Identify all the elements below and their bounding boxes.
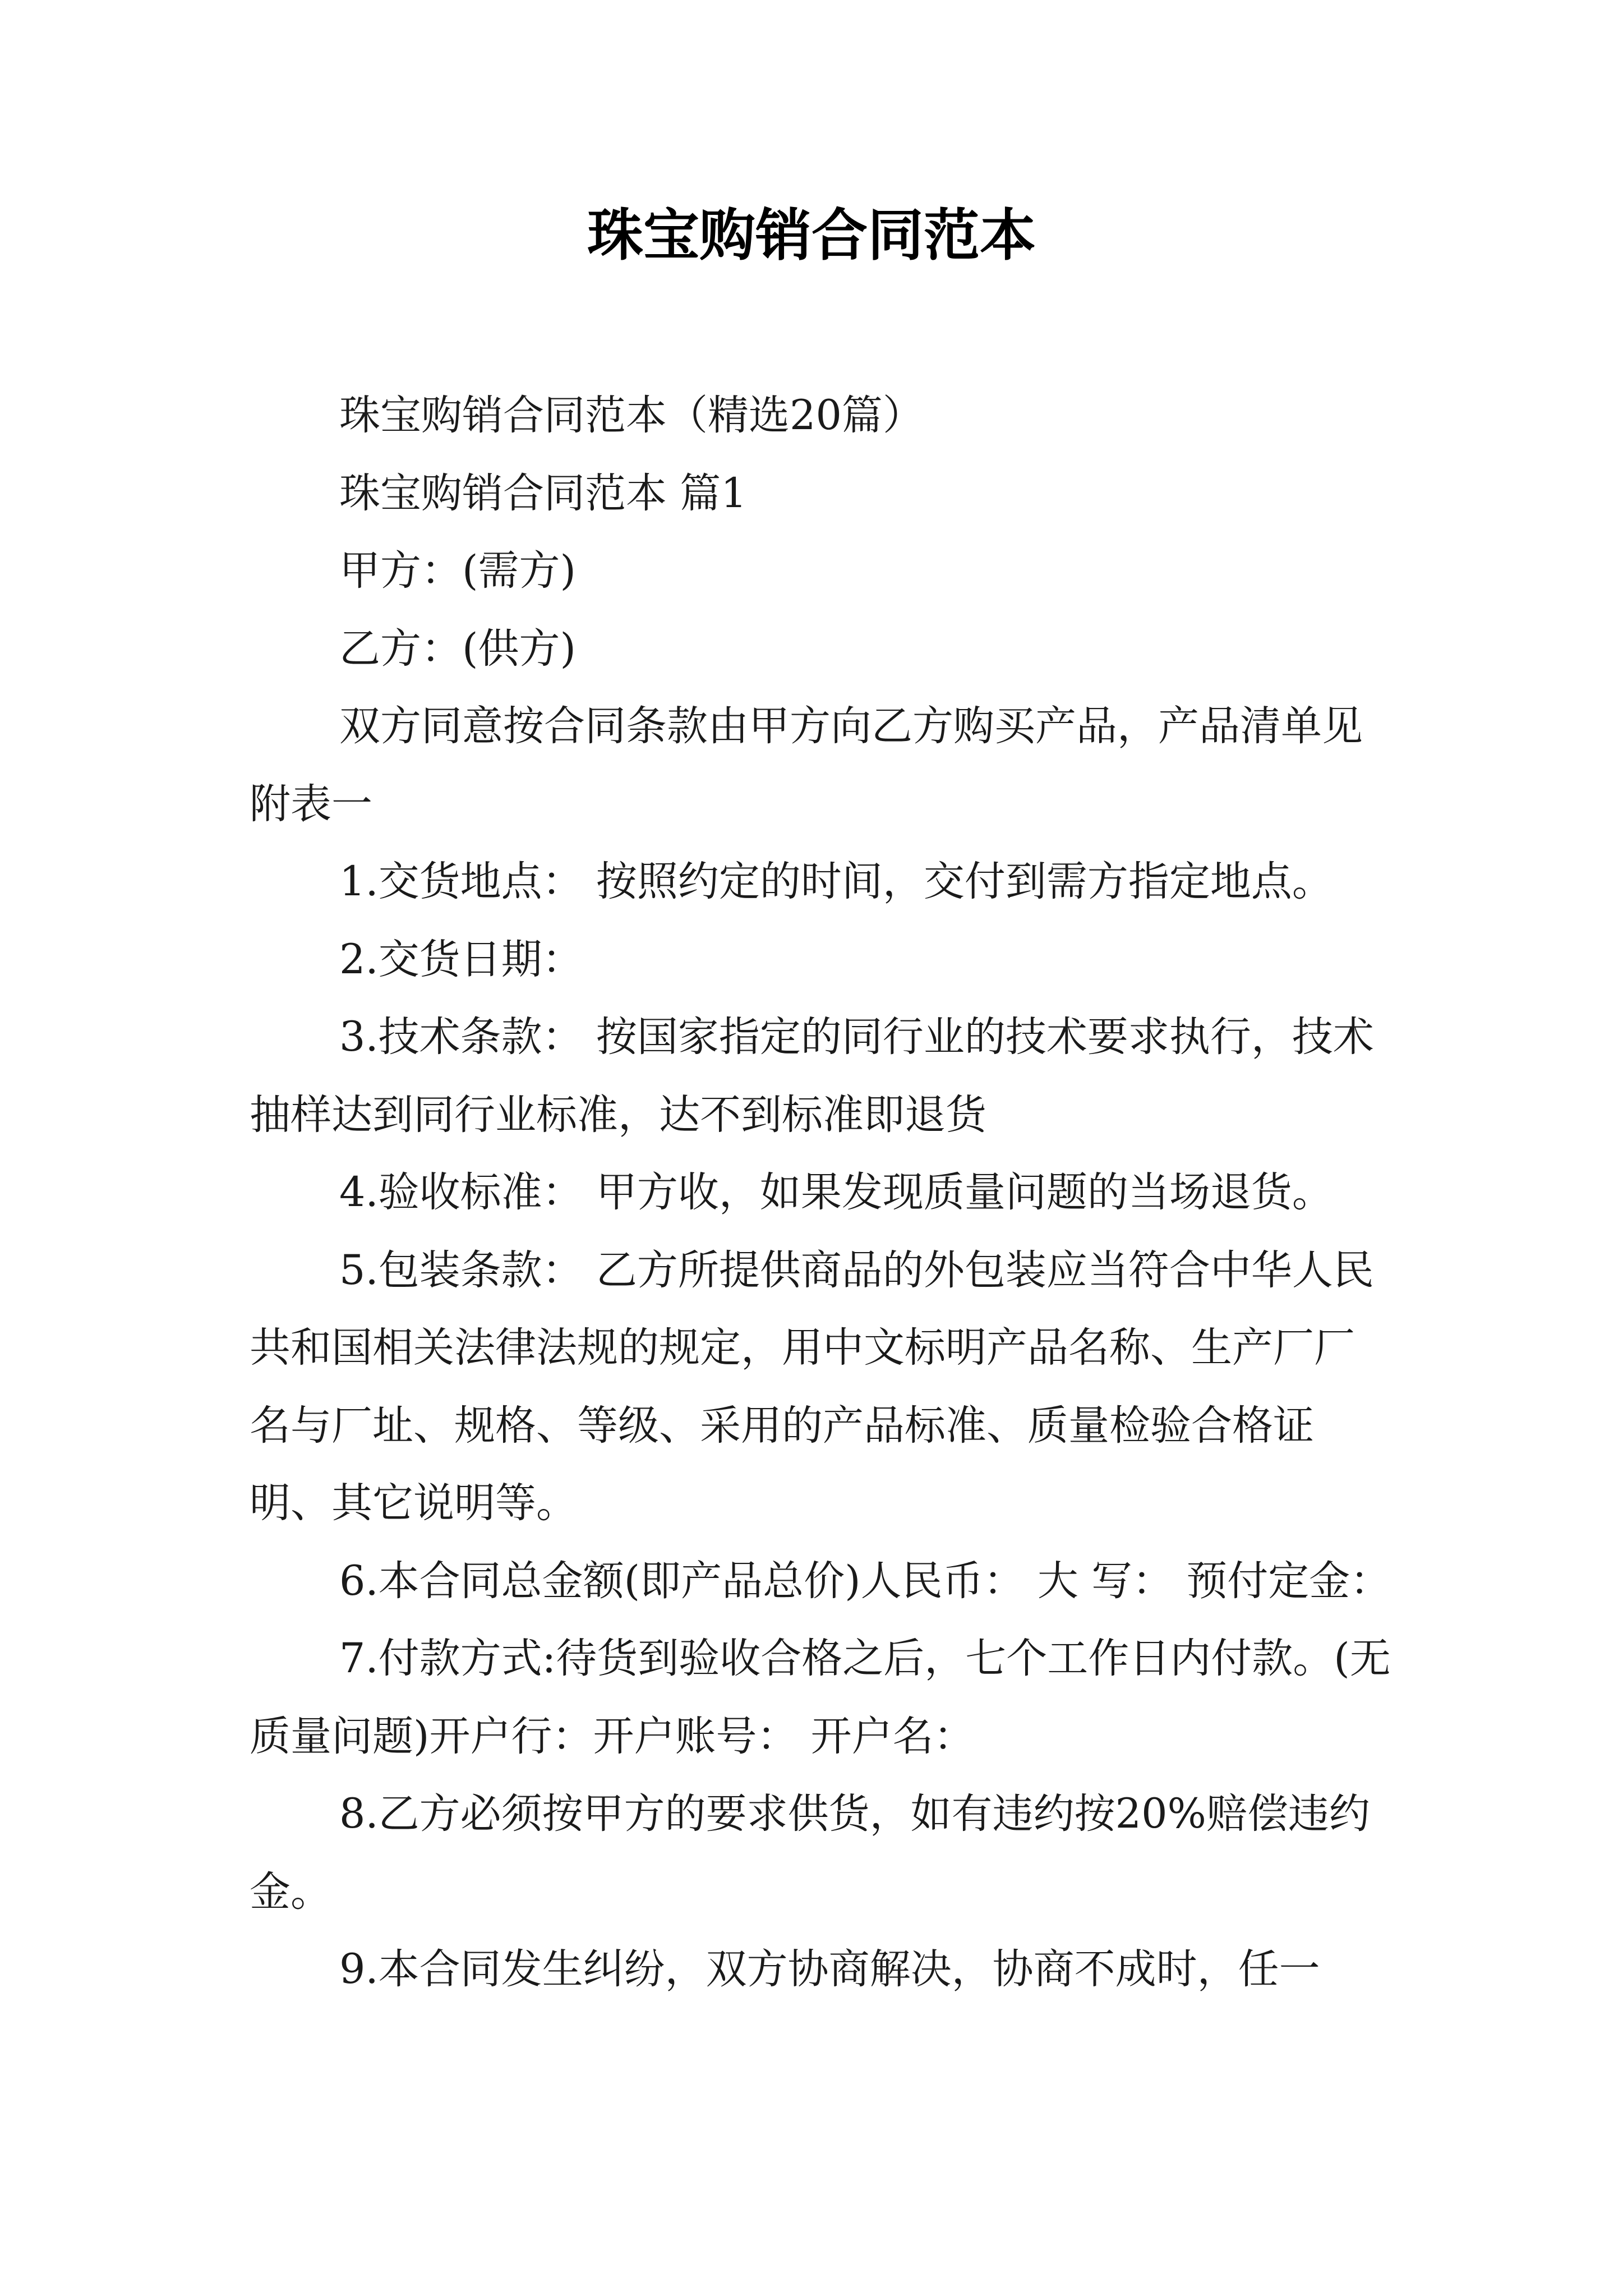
clause-delivery-date: 2.交货日期：	[339, 935, 583, 983]
paragraph-party-a: 甲方：(需方)	[339, 547, 576, 595]
clause-breach-penalty: 8.乙方必须按甲方的要求供货，如有违约按20%赔偿违约金。	[250, 1790, 1370, 1916]
document-body	[250, 377, 1394, 2009]
clause-payment-method: 7.付款方式:待货到验收合格之后，七个工作日内付款。(无质量问题)开户行：开户账号： 开户名：	[250, 1635, 1391, 1760]
clause-delivery-location: 1.交货地点： 按照约定的时间，交付到需方指定地点。	[339, 858, 1333, 905]
paragraph-party-b: 乙方：(供方)	[339, 624, 576, 673]
document-title: 珠宝购销合同范本	[587, 203, 1036, 268]
clause-total-amount: 6.本合同总金额(即产品总价)人民币： 大 写： 预付定金：	[339, 1557, 1391, 1605]
clause-dispute-resolution: 9.本合同发生纠纷，双方协商解决，协商不成时，任一	[339, 1945, 1320, 1993]
paragraph-collection-title: 珠宝购销合同范本（精选20篇）	[339, 392, 924, 439]
clause-packaging: 5.包装条款： 乙方所提供商品的外包装应当符合中华人民共和国相关法律法规的规定，用中文标明产品名称、生产厂厂名与厂址、规格、等级、采用的产品标准、质量检验合格证明、其它说明等。	[250, 1246, 1374, 1527]
clause-acceptance-standard: 4.验收标准： 甲方收，如果发现质量问题的当场退货。	[339, 1168, 1333, 1216]
clause-technical-terms: 3.技术条款： 按国家指定的同行业的技术要求执行，技术抽样达到同行业标准，达不到标准即退货	[250, 1013, 1374, 1139]
paragraph-section-heading: 珠宝购销合同范本 篇1	[339, 469, 747, 517]
paragraph-agreement: 双方同意按合同条款由甲方向乙方购买产品，产品清单见附表一	[250, 702, 1363, 828]
